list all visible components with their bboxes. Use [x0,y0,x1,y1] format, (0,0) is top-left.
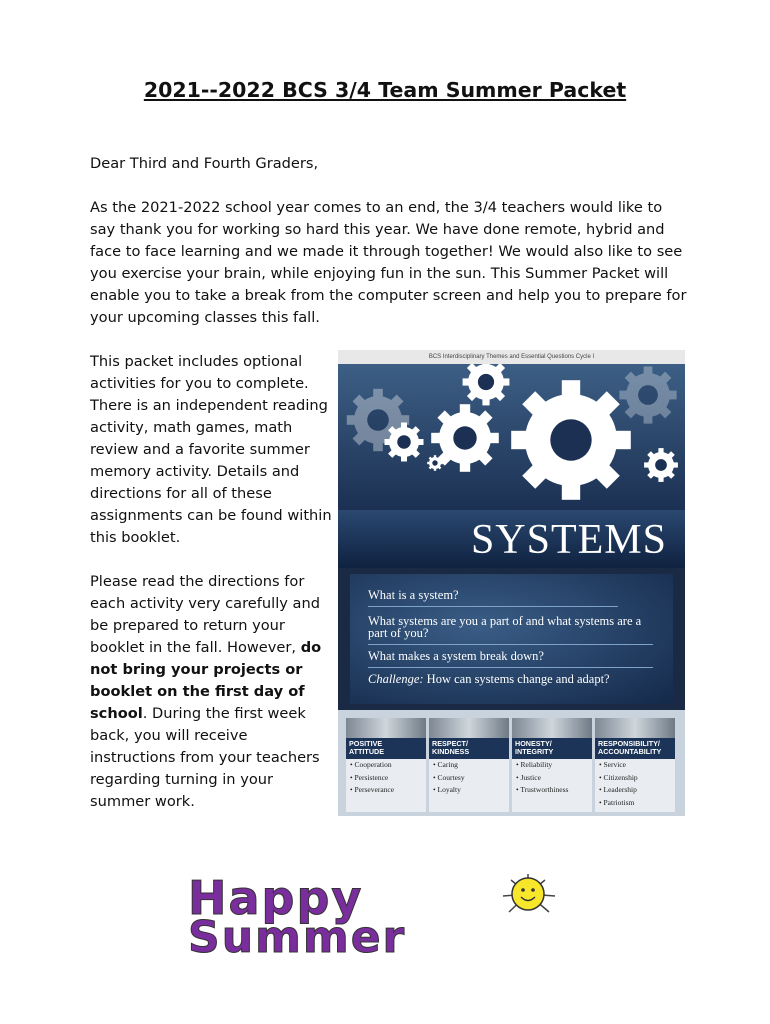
value-column [429,718,509,812]
value-heading: RESPECT/ KINDNESS [429,738,509,759]
intro-paragraph: As the 2021-2022 school year comes to an end, the 3/4 teachers would like to say thank you for working so hard this year. We have done remote, hybrid and face to face learning and we made it through together! We would also like to see you exercise your brain, while enjoying fun in the sun. This Summer Packet will enable you to take a break from the computer screen and help you to prepare for your upcoming classes this fall. [90,199,687,326]
value-photo [595,718,675,738]
value-item: • Patriotism [599,797,635,807]
question-1: What is a system? [368,588,459,602]
challenge-label: Challenge: [368,672,424,686]
directions-paragraph [90,571,328,813]
systems-poster [338,350,685,816]
value-heading: HONESTY/ INTEGRITY [512,738,592,759]
theme-title: SYSTEMS [470,517,667,563]
directions-text-start: Please read the directions for each activity very carefully and be prepared to return your booklet in the fall. However, [90,573,321,656]
question-divider [368,667,653,668]
value-heading: RESPONSIBILITY/ ACCOUNTABILITY [595,738,675,759]
challenge-question [368,673,610,685]
summer-word: Summer [188,912,407,956]
directions-bold-warning: do not bring your projects or booklet on the first day of school [90,639,322,722]
value-column [346,718,426,812]
value-column [512,718,592,812]
value-item: • Citizenship [599,772,638,782]
value-item: • Courtesy [433,772,465,782]
value-photo [512,718,592,738]
gears-illustration [338,350,685,510]
question-divider [368,644,653,645]
value-item: • Leadership [599,785,637,794]
question-3: What makes a system break down? [368,649,544,663]
poster-header: BCS Interdisciplinary Themes and Essential Questions Cycle I [338,350,685,364]
value-item: • Cooperation [350,760,392,769]
value-photo [429,718,509,738]
sun-icon [512,878,544,910]
value-heading: POSITIVE ATTITUDE [346,738,426,759]
question-divider [368,606,618,607]
value-photo [346,718,426,738]
value-column [595,718,675,812]
value-item: • Service [599,760,626,769]
value-item: • Reliability [516,760,553,769]
directions-text-end: . During the first week back, you will receive instructions from your teachers regarding turning in your summer work. [90,705,320,810]
page-title: 2021--2022 BCS 3/4 Team Summer Packet [143,78,627,102]
value-item: • Persistence [350,772,389,782]
core-values-strip [338,710,685,816]
packet-info-paragraph: This packet includes optional activities for you to complete. There is an independent reading activity, math games, math review and a favorite summer memory activity. Details and directions for all of these assignments can be found within this booklet. [90,353,332,546]
challenge-text: How can systems change and adapt? [426,672,610,686]
happy-word: Happy [188,871,364,925]
happy-summer-clipart [183,866,593,956]
value-item: • Justice [516,772,541,782]
question-2: What systems are you a part of and what systems are a part of you? [368,614,642,640]
value-item: • Caring [433,760,458,769]
questions-box [350,574,673,704]
value-item: • Perseverance [350,785,395,794]
value-item: • Trustworthiness [516,785,569,794]
value-item: • Loyalty [433,785,461,794]
greeting: Dear Third and Fourth Graders, [90,155,319,172]
